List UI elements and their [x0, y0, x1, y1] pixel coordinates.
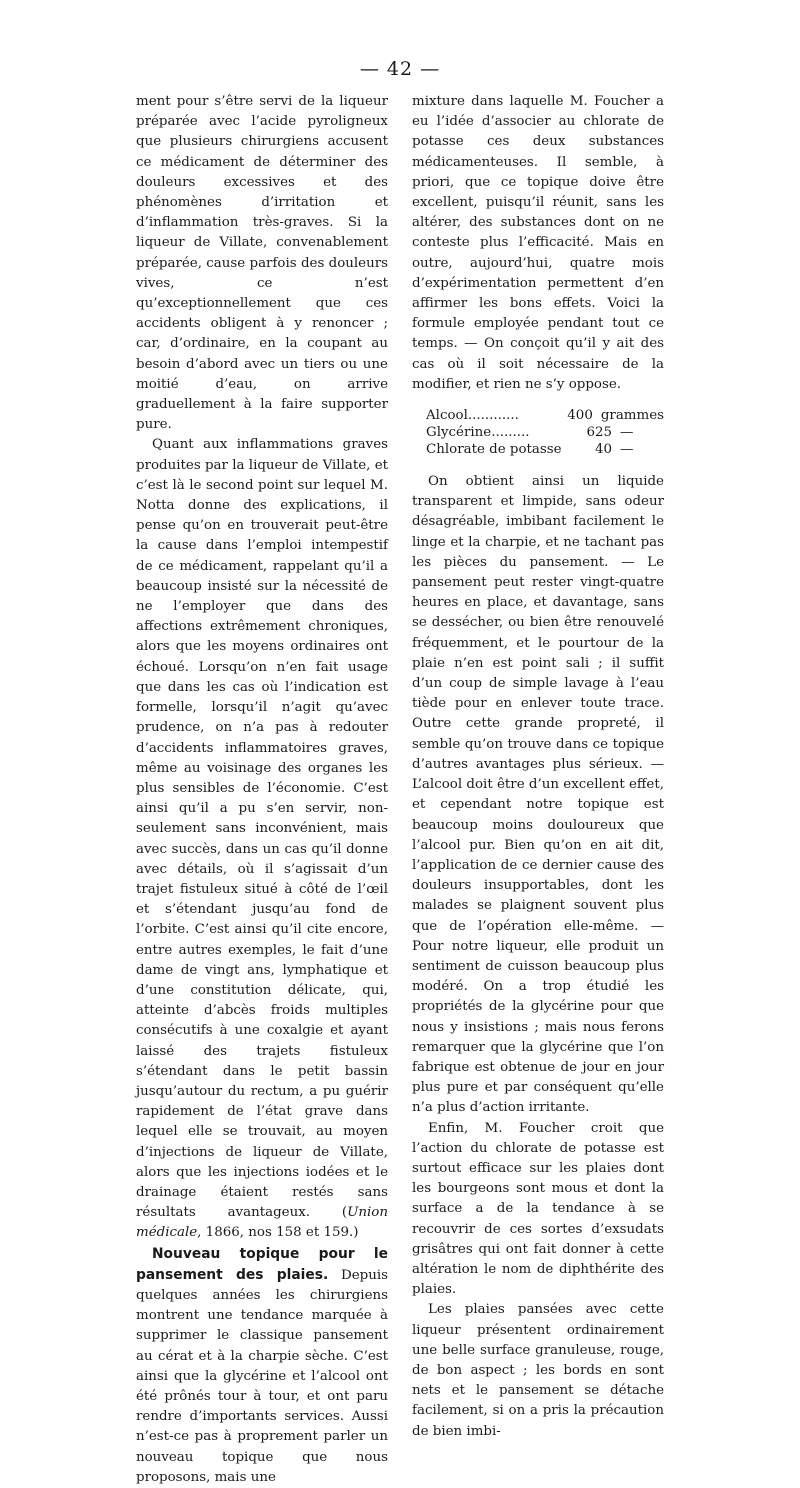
formula-unit: grammes	[600, 408, 664, 424]
formula-quantity: 625	[586, 425, 612, 441]
section-intro: Depuis quelques années les chirurgiens montrent une tendance marquée à supprimer le classique pansement au cérat et à la charpie sèche. C’est ainsi que la glycérine et l’alcool ont été prônés tour à tour, et ont paru rendre d’importants services. Aussi n’est-ce pas à proprement parler un nouveau topique que nous proposons, mais une	[136, 1267, 388, 1485]
citation-tail: , 1866, nos 158 et 159.)	[197, 1225, 359, 1241]
paragraph-villate-pain: ment pour s’être servi de la liqueur préparée avec l’acide pyroligneux que plusieurs chirurgiens accusent ce médicament de déterminer des douleurs excessives et des phénomènes d’irritation et d’inflammation très-graves. Si la liqueur de Villate, convenablement préparée, cause parfois des douleurs vives, ce n’est qu’exceptionnellement que ces accidents obligent à y renoncer ; car, d’ordinaire, en la coupant au besoin d’abord avec un tiers ou une moitié d’eau, on arrive graduellement à la faire supporter pure.	[136, 94, 388, 433]
formula-quantity: 400	[567, 408, 593, 424]
formula-unit: —	[620, 442, 634, 458]
paragraph-wound-results: Les plaies pansées avec cette liqueur présentent ordinairement une belle surface granuleuse, rouge, de bon aspect ; les bords en sont nets et le pansement se détache facilement, si on a pris la précaution de bien imbi-	[412, 1302, 664, 1439]
formula-row-alcool	[426, 407, 664, 424]
formula-row-chlorate	[426, 441, 664, 458]
formula-ingredient: Alcool............	[426, 408, 519, 424]
paragraph-liquid-properties: On obtient ainsi un liquide transparent et limpide, sans odeur désagréable, imbibant facilement le linge et la charpie, et ne tachant pas les pièces du pansement. — Le pansement peut rester vingt-quatre heures en place, et davantage, sans se dessécher, ou bien être renouvelé fréquemment, et le pourtour de la plaie n’en est point sali ; il suffit d’un coup de simple lavage à l’eau tiède pour en enlever toute trace. Outre cette grande propreté, il semble qu’on trouve dans ce topique d’autres avantages plus sérieux. — L’alcool doit être d’un excellent effet, et cependant notre topique est beaucoup moins douloureux que l’alcool pur. Bien qu’on en ait dit, l’application de ce dernier cause des douleurs insupportables, dont les malades se plaignent souvent plus que de l’opération elle-même. — Pour notre liqueur, elle produit un sentiment de cuisson beaucoup plus modéré. On a trop étudié les propriétés de la glycérine pour que nous y insistions ; mais nous ferons remarquer que la glycérine que l’on fabrique est obtenue de jour en jour plus pure et par conséquent qu’elle n’a plus d’action irritante.	[412, 474, 664, 1116]
right-column	[412, 92, 664, 1442]
formula-row-glycerine	[426, 424, 664, 441]
citation-source: Union médicale	[136, 1205, 388, 1241]
formula-unit: —	[620, 425, 634, 441]
left-column	[136, 92, 388, 1488]
page-number: — 42 —	[359, 58, 441, 80]
formula-ingredient: Chlorate de potasse	[426, 442, 562, 458]
paragraph-villate-inflammation-text: Quant aux inflammations graves produites par la liqueur de Villate, et c’est là le second point sur lequel M. Notta donne des explications, il pense qu’on en trouverait peut-être la cause dans l’emploi intempestif de ce médicament, rappelant qu’il a beaucoup insisté sur la nécessité de ne l’employer que dans des affections extrêmement chroniques, alors que les moyens ordinaires ont échoué. Lorsqu’on n’en fait usage que dans les cas où l’indication est formelle, lorsqu’il n’agit qu’avec prudence, on n’a pas à redouter d’accidents inflammatoires graves, même au voisinage des organes les plus sensibles de l’économie. C’est ainsi qu’il a pu s’en servir, non-seulement sans inconvénient, mais avec succès, dans un cas qu’il donne avec détails, où il s’agissait d’un trajet fistuleux situé à côté de l’œil et s’étendant jusqu’au fond de l’orbite. C’est ainsi qu’il cite encore, entre autres exemples, le fait d’une dame de vingt ans, lymphatique et d’une constitution délicate, qui, atteinte d’abcès froids multiples consécutifs à une coxalgie et ayant laissé des trajets fistuleux s’étendant dans le petit bassin jusqu’autour du rectum, a pu guérir rapidement de l’état grave dans lequel elle se trouvait, au moyen d’injections de liqueur de Villate, alors que les injections iodées et le drainage étaient restés sans résultats avantageux.	[136, 437, 388, 1221]
formula-ingredient: Glycérine.........	[426, 425, 530, 441]
section-nouveau-topique	[136, 1244, 388, 1488]
section-title: Nouveau topique pour le pansement des plaies.	[136, 1245, 388, 1283]
paragraph-mixture: mixture dans laquelle M. Foucher a eu l’idée d’associer au chlorate de potasse ces deux substances médicamenteuses. Il semble, à priori, que ce topique doive être excellent, puisqu’il réunit, sans les altérer, des substances dont on ne conteste plus l’efficacité. Mais en outre, aujourd’hui, quatre mois d’expérimentation permettent d’en affirmer les bons effets. Voici la formule employée pendant tout ce temps. — On conçoit qu’il y ait des cas où il soit nécessaire de la modifier, et rien ne s’y oppose.	[412, 94, 664, 392]
formula-quantity: 40	[594, 442, 612, 458]
paragraph-villate-inflammation: Quant aux inflammations graves produites par la liqueur de Villate, et c’est là le second point sur lequel M. Notta donne des explications, il pense qu’on en trouverait peut-être la cause dans l’emploi intempestif de ce médicament, rappelant qu’il a beaucoup insisté sur la nécessité de ne l’employer que dans des affections extrêmement chroniques, alors que les moyens ordinaires ont échoué. Lorsqu’on n’en fait usage que dans les cas où l’indication est formelle, lorsqu’il n’agit qu’avec prudence, on n’a pas à redouter d’accidents inflammatoires graves, même au voisinage des organes les plus sensibles de l’économie. C’est ainsi qu’il a pu s’en servir, non-seulement sans inconvénient, mais avec succès, dans un cas qu’il donne avec détails, où il s’agissait d’un trajet fistuleux situé à côté de l’œil et s’étendant jusqu’au fond de l’orbite. C’est ainsi qu’il cite encore, entre autres exemples, le fait d’une dame de vingt ans, lymphatique et d’une constitution délicate, qui, atteinte d’abcès froids multiples consécutifs à une coxalgie et ayant laissé des trajets fistuleux s’étendant dans le petit bassin jusqu’autour du rectum, a pu guérir rapidement de l’état grave dans lequel elle se trouvait, au moyen d’injections de liqueur de Villate, alors que les injections iodées et le drainage étaient restés sans résultats avantageux. (Union médicale, 1866, nos 158 et 159.)	[136, 437, 388, 1241]
paragraph-chlorate-action: Enfin, M. Foucher croit que l’action du chlorate de potasse est surtout efficace sur les plaies dont les bourgeons sont mous et dont la surface a de la tendance à se recouvrir de ces sortes d’exsudats grisâtres qui ont fait donner à cette altération le nom de diphthérite des plaies.	[412, 1120, 664, 1298]
formula-table	[426, 407, 664, 458]
